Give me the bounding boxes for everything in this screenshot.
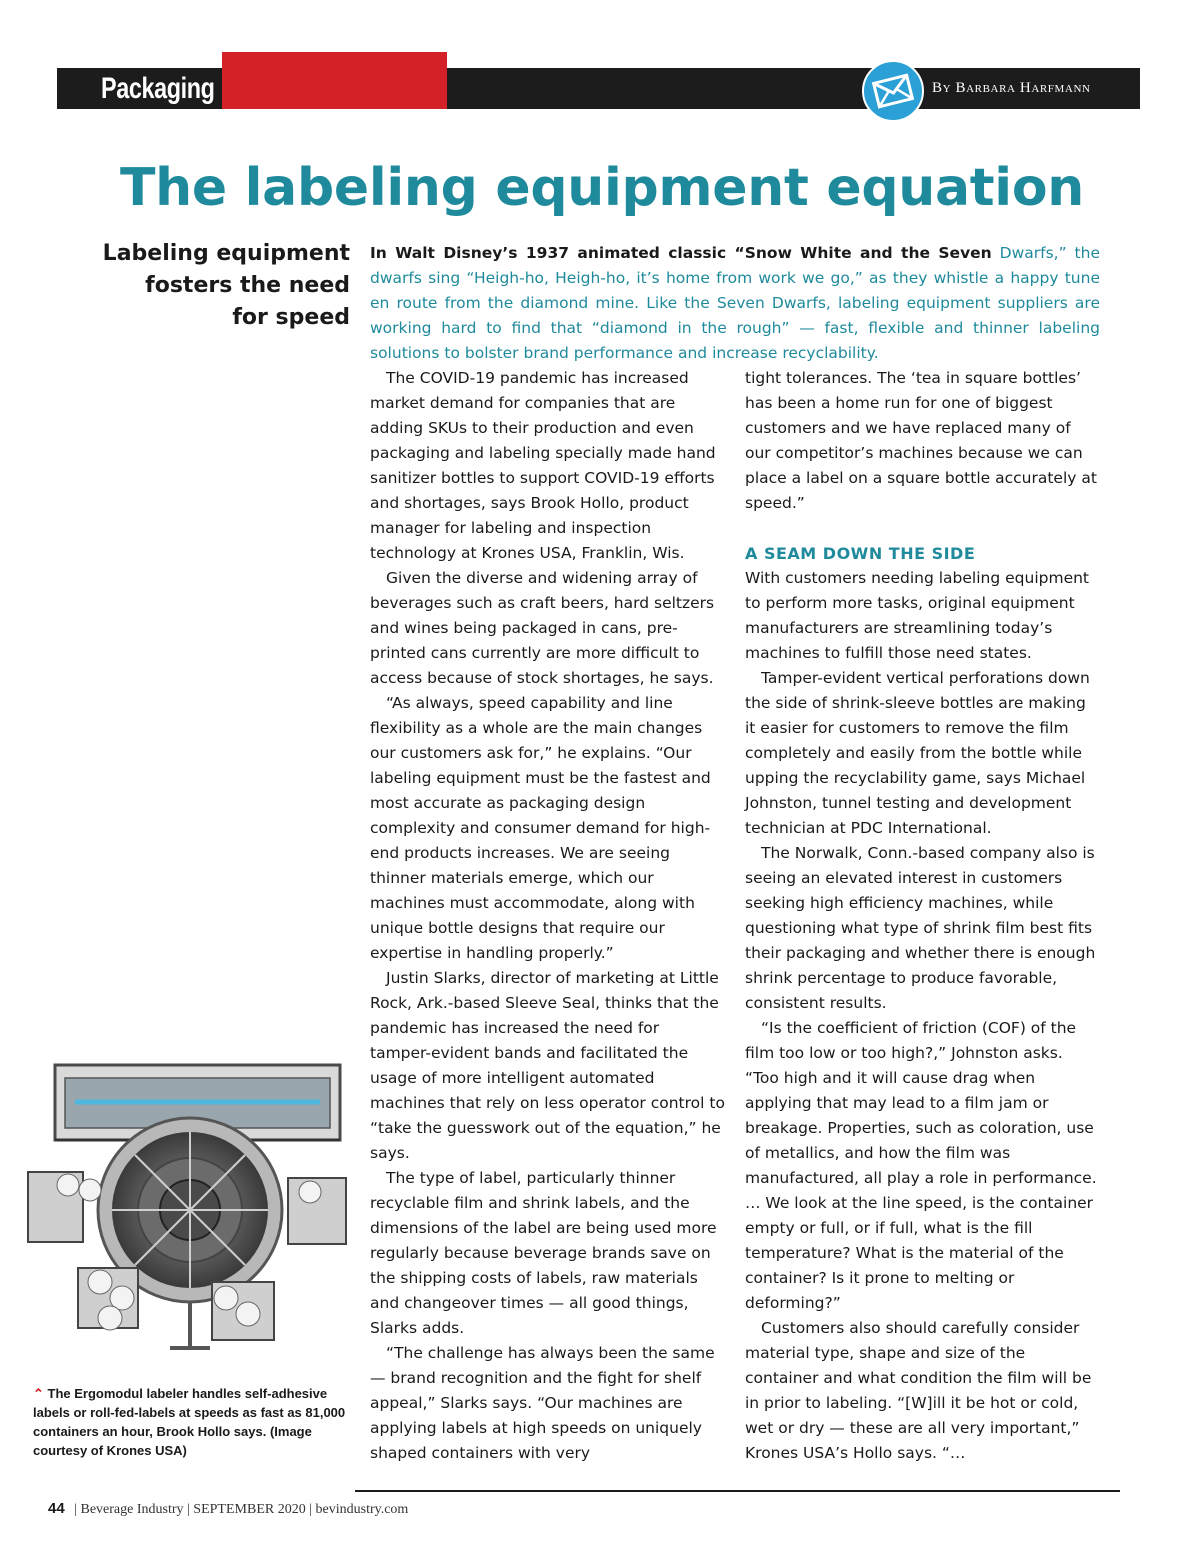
- article-headline: The labeling equipment equation: [120, 158, 1084, 218]
- body-paragraph: “As always, speed capability and line flexibility as a whole are the main changes our customers ask for,” he explains. “Our labeling equipment must be the fastest and most accurate as packaging design complexity and consumer demand for high-end products increases. We are seeing thinner materials emerge, which our machines must accommodate, along with unique bottle designs that require our expertise in handling properly.”: [370, 694, 711, 962]
- intro-lead: In Walt Disney’s 1937 animated classic “Snow White and the Seven: [370, 244, 992, 262]
- envelope-glyph: [864, 62, 922, 120]
- body-column-1: [370, 366, 725, 1466]
- body-paragraph: “The challenge has always been the same — brand recognition and the fight for shelf appeal,” Slarks says. “Our machines are applying labels at high speeds on uniquely shaped containers with very: [370, 1344, 715, 1462]
- section-label: Packaging: [101, 72, 215, 105]
- body-paragraph: tight tolerances. The ‘tea in square bottles’ has been a home run for one of biggest customers and we have replaced many of our competitor’s machines because we can place a label on a square bottle accurately at speed.”: [745, 369, 1097, 512]
- deck-line: Labeling equipment: [102, 241, 350, 266]
- body-paragraph: Given the diverse and widening array of beverages such as craft beers, hard seltzers and wines being packaged in cans, pre-printed cans currently are more difficult to access because of stock shortages, he says.: [370, 569, 715, 687]
- page-number: 44: [48, 1500, 65, 1517]
- body-paragraph: Justin Slarks, director of marketing at Little Rock, Ark.-based Sleeve Seal, thinks that the pandemic has increased the need for tamper-evident bands and facilitated the usage of more intelligent automated machines that rely on less operator control to “take the guesswork out of the equation,” he says.: [370, 969, 725, 1162]
- page-footer: [48, 1500, 408, 1518]
- body-column-2: [745, 366, 1100, 1466]
- caption-arrow-icon: ⌃: [33, 1386, 44, 1401]
- photo-caption: [33, 1384, 348, 1460]
- deck-line: for speed: [232, 305, 350, 330]
- footer-info: | Beverage Industry | SEPTEMBER 2020 | bevindustry.com: [74, 1502, 409, 1517]
- section-header-accent: [222, 52, 447, 109]
- body-paragraph: “Is the coefficient of friction (COF) of the film too low or too high?,” Johnston asks. “Too high and it will cause drag when applying that may lead to a film jam or breakage. Properties, such as coloration, use of metallics, and how the film was manufactured, all play a role in performance. … We look at the line speed, is the container empty or full, or if full, what is the fill temperature? What is the material of the container? Is it prone to melting or deforming?”: [745, 1019, 1097, 1312]
- article-deck: [60, 238, 350, 334]
- body-paragraph: The Norwalk, Conn.-based company also is seeing an elevated interest in customers seeking high efficiency machines, while questioning what type of shrink film best fits their packaging and whether there is enough shrink percentage to produce favorable, consistent results.: [745, 844, 1096, 1012]
- envelope-icon[interactable]: [862, 60, 924, 122]
- body-paragraph: With customers needing labeling equipment to perform more tasks, original equipment manufacturers are streamlining today’s machines to fulfill those need states.: [745, 569, 1090, 662]
- deck-line: fosters the need: [145, 273, 350, 298]
- footer-rule: [355, 1490, 1120, 1492]
- section-subhead: A SEAM DOWN THE SIDE: [745, 544, 976, 563]
- body-paragraph: Customers also should carefully consider material type, shape and size of the container and what condition the film will be in prior to labeling. “[W]ill it be hot or cold, wet or dry — these are all very important,” Krones USA’s Hollo says. “…: [745, 1319, 1092, 1462]
- body-paragraph: The type of label, particularly thinner recyclable film and shrink labels, and the dimensions of the label are being used more regularly because beverage brands save on the shipping costs of labels, raw materials and changeover times — all good things, Slarks adds.: [370, 1169, 717, 1337]
- labeler-machine-photo: [20, 1060, 355, 1355]
- body-paragraph: Tamper-evident vertical perforations down the side of shrink-sleeve bottles are making it easier for customers to remove the film completely and easily from the bottle while upping the recyclability game, says Michael Johnston, tunnel testing and development technician at PDC International.: [745, 669, 1090, 837]
- body-paragraph: The COVID-19 pandemic has increased market demand for companies that are adding SKUs to their production and even packaging and labeling specially made hand sanitizer bottles to support COVID-19 efforts and shortages, says Brook Hollo, product manager for labeling and inspection technology at Krones USA, Franklin, Wis.: [370, 369, 716, 562]
- intro-rest: Dwarfs,” the dwarfs sing “Heigh-ho, Heigh-ho, it’s home from work we go,” as they whistle a happy tune en route from the diamond mine. Like the Seven Dwarfs, labeling equipment suppliers are working hard to find that “diamond in the rough” — fast, flexible and thinner labeling solutions to bolster brand performance and increase recyclability.: [370, 244, 1100, 362]
- article-intro: [370, 241, 1100, 366]
- byline: By Barbara Harfmann: [932, 80, 1091, 96]
- caption-text: The Ergomodul labeler handles self-adhesive labels or roll-fed-labels at speeds as fast as 81,000 containers an hour, Brook Hollo says. (Image courtesy of Krones USA): [33, 1386, 346, 1458]
- machine-illustration: [20, 1060, 355, 1355]
